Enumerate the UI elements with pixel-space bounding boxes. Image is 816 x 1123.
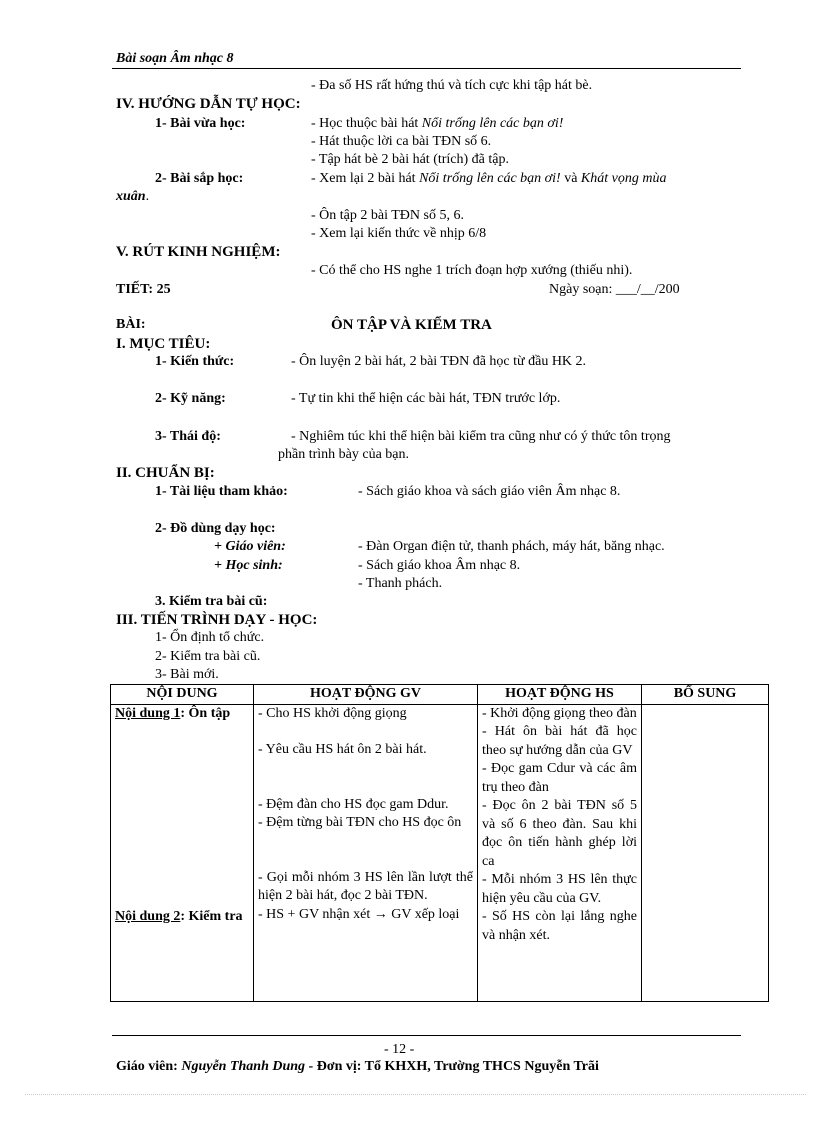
hs-activity: - Đọc ôn 2 bài TĐN số 5 và số 6 theo đàn. Sau khi đọc ôn tiến hành ghép lời ca [482,798,637,869]
table-header-cell: BỔ SUNG [642,685,769,705]
teacher-activity-cell [254,704,478,1001]
teacher-label: + Giáo viên: [214,539,286,554]
page-header-title: Bài soạn Âm nhạc 8 [116,51,234,66]
skill-text: - Tự tin khi thể hiện các bài hát, TĐN trước lớp. [291,391,561,406]
step-3: 3- Bài mới. [155,667,219,682]
section-5-item: - Có thể cho HS nghe 1 trích đoạn hợp xướng (thiếu nhi). [311,263,633,278]
check-label: 3. Kiểm tra bài cũ: [155,594,268,609]
section-3-title: III. TIẾN TRÌNH DẠY - HỌC: [116,612,318,628]
step-2: 2- Kiểm tra bài cũ. [155,649,261,664]
page-edge-line [25,1094,806,1095]
sub2-item-b: - Ôn tập 2 bài TĐN số 5, 6. [311,208,464,223]
attitude-text-2: phần trình bày của bạn. [278,447,410,462]
content-2: Nội dung 2: Kiểm tra [115,908,243,924]
step-1: 1- Ổn định tổ chức. [155,630,265,645]
sub2-label: 2- Bài sắp học: [155,171,244,186]
table-header-cell: HOẠT ĐỘNG GV [254,685,478,705]
ref-text: - Sách giáo khoa và sách giáo viên Âm nhạc 8. [358,484,621,499]
lesson-table [110,684,769,1002]
sub1-label: 1- Bài vừa học: [155,116,246,131]
gv-activity: - Gọi mỗi nhóm 3 HS lên lần lượt thể hiện 2 bài hát, đọc 2 bài TĐN. [258,869,473,903]
gv-activity: - Cho HS khởi động giọng [258,705,407,721]
sub1-item-c: - Tập hát bè 2 bài hát (trích) đã tập. [311,152,509,167]
sub2-item-a-cont: xuân. [116,189,150,204]
table-header-cell: HOẠT ĐỘNG HS [478,685,642,705]
notes-cell [642,704,769,1001]
date-label: Ngày soạn: ___/__/200 [549,282,680,297]
hs-activity: - Số HS còn lại lắng nghe và nhận xét. [482,909,637,943]
gv-activity: - Đệm đàn cho HS đọc gam Ddur. [258,796,449,812]
intro-line: - Đa số HS rất hứng thú và tích cực khi tập hát bè. [311,78,593,93]
sub2-item-a: - Xem lại 2 bài hát Nổi trống lên các bạn ơi! và Khát vọng mùa [311,171,667,186]
section-5-title: V. RÚT KINH NGHIỆM: [116,244,281,260]
skill-label: 2- Kỹ năng: [155,391,226,406]
page-number: - 12 - [384,1042,415,1057]
lesson-title: ÔN TẬP VÀ KIỂM TRA [331,317,492,333]
hs-activity: - Đọc gam Cdur và các âm trụ theo đàn [482,761,637,795]
hs-activity: - Mỗi nhóm 3 HS lên thực hiện yêu cầu của GV. [482,872,637,906]
student-text-2: - Thanh phách. [358,576,443,591]
knowledge-label: 1- Kiến thức: [155,354,235,369]
tools-label: 2- Đồ dùng dạy học: [155,521,276,536]
student-label: + Học sinh: [214,558,283,573]
knowledge-text: - Ôn luyện 2 bài hát, 2 bài TĐN đã học từ đầu HK 2. [291,354,587,369]
footer-rule [112,1035,741,1036]
content-cell [111,704,254,1001]
section-1-title: I. MỤC TIÊU: [116,336,211,352]
table-header-row [111,685,769,705]
attitude-label: 3- Thái độ: [155,429,221,444]
student-text-1: - Sách giáo khoa Âm nhạc 8. [358,558,521,573]
tiet-label: TIẾT: 25 [116,282,171,297]
section-4-title: IV. HƯỚNG DẪN TỰ HỌC: [116,96,301,112]
section-2-title: II. CHUẨN BỊ: [116,465,215,481]
gv-activity: - Yêu cầu HS hát ôn 2 bài hát. [258,742,427,757]
gv-activity: - Đệm từng bài TĐN cho HS đọc ôn [258,815,462,830]
sub1-item-a: - Học thuộc bài hát Nổi trống lên các bạn ơi! [311,116,564,131]
sub2-item-c: - Xem lại kiến thức về nhịp 6/8 [311,226,487,241]
teacher-text: - Đàn Organ điện tử, thanh phách, máy hát, băng nhạc. [358,539,665,554]
table-row [111,704,769,1001]
hs-activity: - Khởi động giọng theo đàn [482,705,637,721]
header-rule [112,68,741,69]
ref-label: 1- Tài liệu tham khảo: [155,484,288,499]
hs-activity: - Hát ôn bài hát đã học theo sự hướng dẫn của GV [482,724,637,758]
attitude-text-1: - Nghiêm túc khi thể hiện bài kiểm tra cũng như có ý thức tôn trọng [291,429,671,444]
footer-text: Giáo viên: Nguyễn Thanh Dung - Đơn vị: Tổ KHXH, Trường THCS Nguyễn Trãi [116,1059,599,1074]
gv-activity: - HS + GV nhận xét → GV xếp loại [258,906,460,922]
student-activity-cell [478,704,642,1001]
table-header-cell: NỘI DUNG [111,685,254,705]
sub1-item-b: - Hát thuộc lời ca bài TĐN số 6. [311,134,492,149]
content-1: Nội dung 1: Ôn tập [115,705,231,721]
bai-label: BÀI: [116,317,146,332]
